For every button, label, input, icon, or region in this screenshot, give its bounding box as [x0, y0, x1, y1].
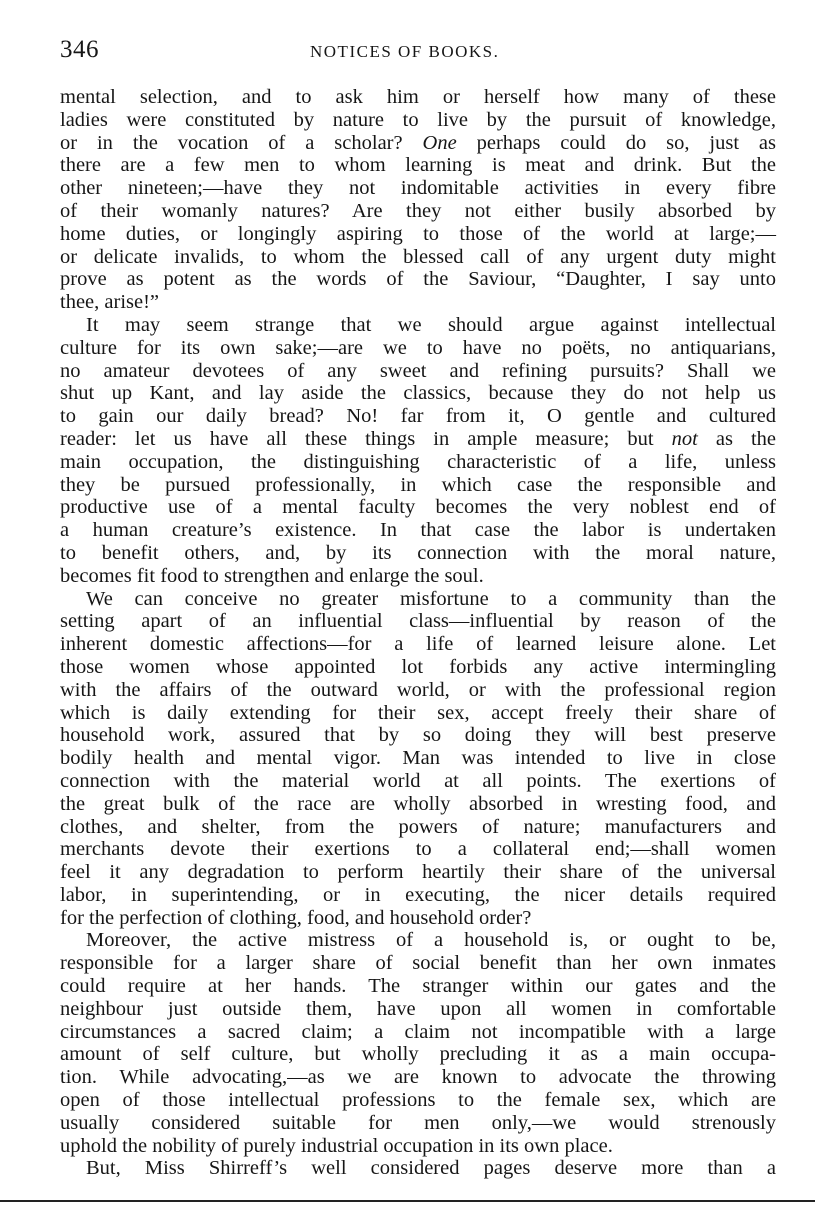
text-line: they be pursued professionally, in which case the responsible and — [60, 473, 776, 496]
text-line: productive use of a mental faculty becomes the very noblest end of — [60, 496, 776, 519]
text-line: there are a few men to whom learning is meat and drink. But the — [60, 154, 776, 177]
text-line: amount of self culture, but wholly precluding it as a main occupa- — [60, 1043, 776, 1066]
text-line: setting apart of an influential class—influential by reason of the — [60, 610, 776, 633]
text-line: mental selection, and to ask him or herself how many of these — [60, 86, 776, 108]
text-line: household work, assured that by so doing they will best preserve — [60, 724, 776, 747]
text-line: open of those intellectual professions to the female sex, which are — [60, 1089, 776, 1112]
text-line: for the perfection of clothing, food, and household order? — [60, 906, 532, 929]
running-head: NOTICES OF BOOKS. — [310, 42, 500, 61]
text-line: no amateur devotees of any sweet and refining pursuits? Shall we — [60, 359, 776, 382]
text-line: usually considered suitable for men only,—we would strenously — [60, 1111, 776, 1134]
text-line: to benefit others, and, by its connection with the moral nature, — [60, 541, 776, 564]
bottom-rule — [0, 1200, 815, 1202]
text-segment: reader: let us have all these things in ample measure; but — [60, 427, 654, 450]
text-line: feel it any degradation to perform heartily their share of the universal — [60, 861, 776, 884]
text-line: which is daily extending for their sex, accept freely their share of — [60, 701, 776, 724]
page-header — [60, 36, 775, 68]
text-line: clothes, and shelter, from the powers of nature; manufacturers and — [60, 815, 776, 838]
text-line: shut up Kant, and lay aside the classics, because they do not help us — [60, 382, 776, 405]
text-line: inherent domestic affections—for a life of learned leisure alone. Let — [60, 633, 776, 656]
text-line: thee, arise!” — [60, 291, 160, 314]
italic-word: One — [422, 131, 457, 154]
text-line: the great bulk of the race are wholly absorbed in wresting food, and — [60, 792, 776, 815]
italic-word: not — [671, 427, 698, 450]
text-line: of their womanly natures? Are they not either busily absorbed by — [60, 199, 776, 222]
text-line: neighbour just outside them, have upon all women in comfortable — [60, 997, 776, 1020]
text-line — [60, 132, 776, 155]
text-line: prove as potent as the words of the Saviour, “Daughter, I say unto — [60, 268, 776, 291]
text-line: responsible for a larger share of social benefit than her own inmates — [60, 952, 776, 975]
text-segment: perhaps could do so, just as — [456, 131, 776, 154]
paragraph-start-line: It may seem strange that we should argue against intellectual — [86, 313, 776, 336]
text-line: culture for its own sake;—are we to have no poëts, no antiquarians, — [60, 336, 776, 359]
text-line: those women whose appointed lot forbids any active intermingling — [60, 655, 776, 678]
text-line: other nineteen;—have they not indomitable activities in every fibre — [60, 177, 776, 200]
text-line: circumstances a sacred claim; a claim not incompatible with a large — [60, 1020, 776, 1043]
text-line: uphold the nobility of purely industrial occupation in its own place. — [60, 1134, 613, 1157]
text-line: connection with the material world at all points. The exertions of — [60, 769, 776, 792]
text-line: becomes fit food to strengthen and enlarge the soul. — [60, 564, 484, 587]
text-segment: as the — [697, 427, 776, 450]
text-segment: or in the vocation of a scholar? — [60, 131, 403, 154]
text-line: a human creature’s existence. In that case the labor is undertaken — [60, 519, 776, 542]
text-line: or delicate invalids, to whom the blessed call of any urgent duty might — [60, 245, 776, 268]
text-line — [60, 428, 776, 451]
paragraph-start-line: Moreover, the active mistress of a household is, or ought to be, — [86, 929, 776, 952]
body-text — [60, 86, 776, 1180]
paragraph-start-line: But, Miss Shirreff’s well considered pages deserve more than a — [86, 1157, 776, 1180]
text-line: labor, in superintending, or in executing, the nicer details required — [60, 883, 776, 906]
text-line: ladies were constituted by nature to live by the pursuit of knowledge, — [60, 108, 776, 131]
text-line: tion. While advocating,—as we are known to advocate the throwing — [60, 1066, 776, 1089]
text-line: to gain our daily bread? No! far from it, O gentle and cultured — [60, 405, 776, 428]
text-line: bodily health and mental vigor. Man was intended to live in close — [60, 747, 776, 770]
page-number: 346 — [60, 36, 99, 63]
text-line: main occupation, the distinguishing characteristic of a life, unless — [60, 450, 776, 473]
paragraph-start-line: We can conceive no greater misfortune to a community than the — [86, 587, 776, 610]
text-line: could require at her hands. The stranger within our gates and the — [60, 975, 776, 998]
text-line: home duties, or longingly aspiring to those of the world at large;— — [60, 222, 776, 245]
text-line: merchants devote their exertions to a collateral end;—shall women — [60, 838, 776, 861]
text-line: with the affairs of the outward world, or with the professional region — [60, 678, 776, 701]
